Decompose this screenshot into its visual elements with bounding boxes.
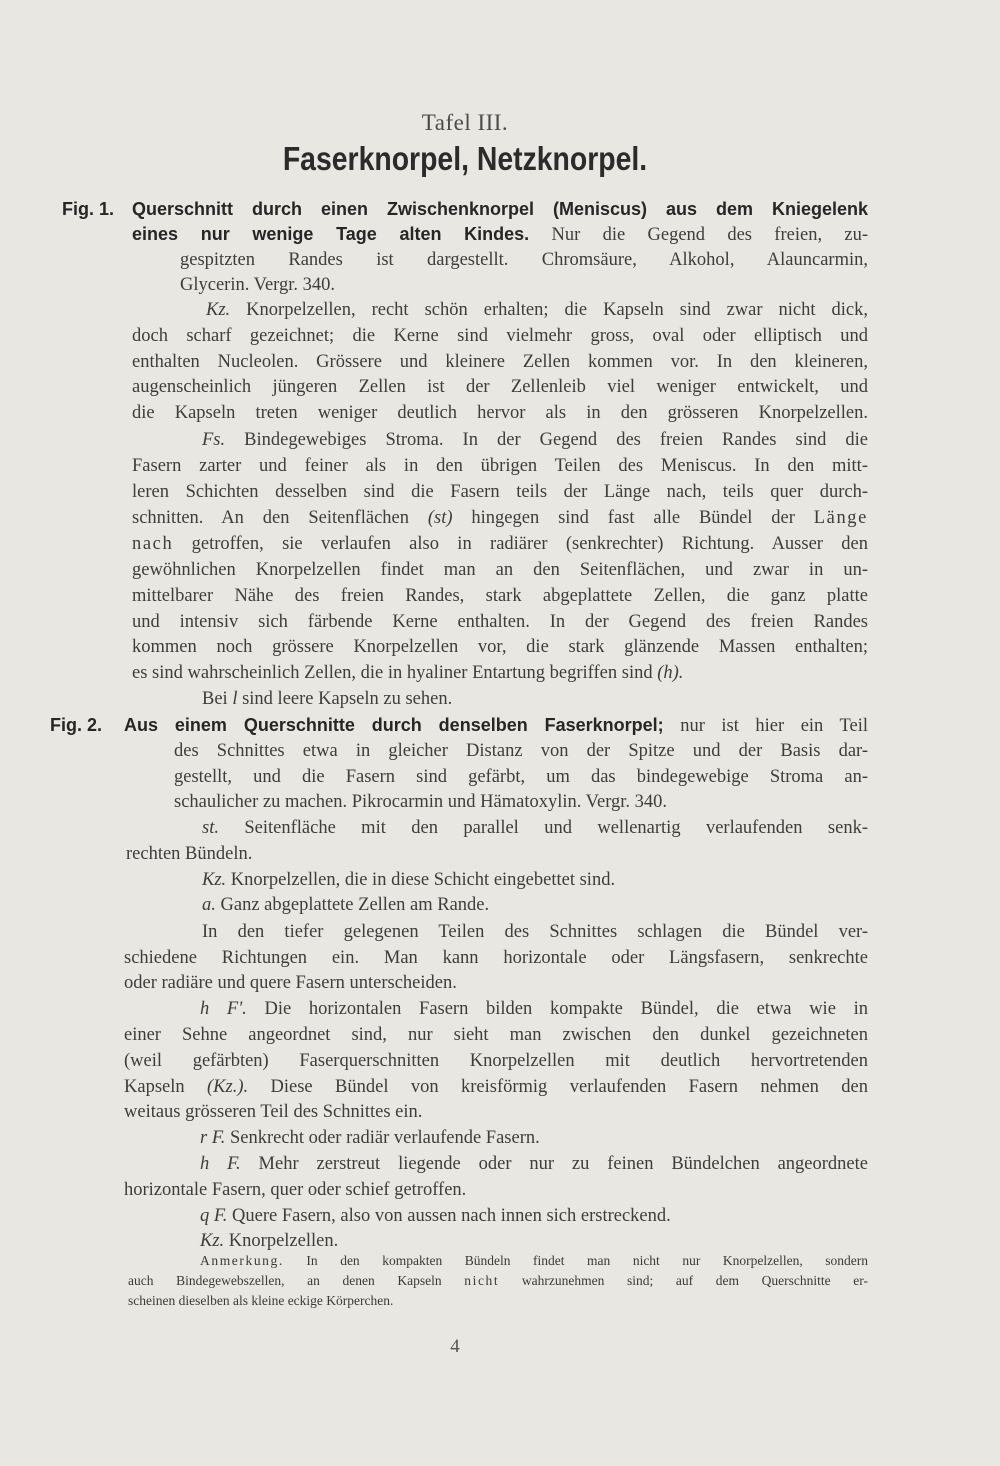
fig1-line7: enthalten Nucleolen. Grössere und kleinere Zellen kommen vor. In den kleineren, xyxy=(132,352,868,372)
fig1-line2 xyxy=(132,222,868,247)
fig2-hf-abbrev: h F'. xyxy=(200,999,247,1019)
fig2-hf2-paragraph xyxy=(200,1152,868,1176)
fig2-rf-abbrev: r F. xyxy=(200,1128,226,1148)
fig2-st-text: Seitenfläche mit den parallel und wellenartig verlaufenden senk- xyxy=(218,818,868,838)
fig1-line13-b: hingegen sind fast alle Bündel der xyxy=(452,508,814,528)
fig2-line13: einer Sehne angeordnet sind, nur sieht man zwischen den dunkel gezeichneten xyxy=(124,1025,868,1045)
footnote-line3: scheinen dieselben als kleine eckige Körperchen. xyxy=(128,1293,394,1308)
fig2-line3: gestellt, und die Fasern sind gefärbt, um das bindegewebige Stroma an- xyxy=(174,767,868,787)
footnote-label: Anmerkung. xyxy=(200,1253,284,1268)
fig1-line14 xyxy=(132,532,868,556)
fig2-line10: schiedene Richtungen ein. Man kann horizontale oder Längsfasern, senkrechte xyxy=(124,948,868,968)
fig1-line15: gewöhnlichen Knorpelzellen findet man an den Seitenflächen, und zwar in un- xyxy=(132,560,868,580)
fig2-kz-ref: (Kz.). xyxy=(207,1077,249,1097)
fig2-line16: weitaus grösseren Teil des Schnittes ein. xyxy=(124,1102,423,1122)
fig1-line20 xyxy=(202,687,452,711)
fig1-line20-b: sind leere Kapseln zu sehen. xyxy=(237,689,453,709)
fig2-qf-text: Quere Fasern, also von aussen nach innen sich erstreckend. xyxy=(227,1206,671,1226)
fig2-heading: Aus einem Querschnitte durch denselben Faserknorpel; xyxy=(124,715,664,735)
fig2-line15-a: Kapseln xyxy=(124,1077,208,1097)
fig2-a-text: Ganz abgeplattete Zellen am Rande. xyxy=(215,895,490,915)
fig2-line6: rechten Bündeln. xyxy=(126,844,253,864)
fig1-kz-abbrev: Kz. xyxy=(206,300,231,320)
fig2-line2: des Schnittes etwa in gleicher Distanz von der Spitze und der Basis dar- xyxy=(174,741,868,761)
fig2-a-paragraph xyxy=(202,893,489,917)
fig2-rf-text: Senkrecht oder radiär verlaufende Fasern. xyxy=(225,1128,540,1148)
fig1-heading-line1: Querschnitt durch einen Zwischenknorpel (Meniscus) aus dem Kniegelenk xyxy=(132,199,868,219)
fig2-line4: schaulicher zu machen. Pikrocarmin und Hämatoxylin. Vergr. 340. xyxy=(174,792,668,812)
fig1-line19-a: es sind wahrscheinlich Zellen, die in hyaliner Entartung begriffen sind xyxy=(132,663,658,683)
fig1-line3: gespitzten Randes ist dargestellt. Chromsäure, Alkohol, Alauncarmin, xyxy=(180,250,868,270)
page-title: Faserknorpel, Netzknorpel. xyxy=(282,140,648,177)
fig1-line2-rest: Nur die Gegend des freien, zu- xyxy=(529,225,868,245)
fig1-line9: die Kapseln treten weniger deutlich hervor als in den grösseren Knorpelzellen. xyxy=(132,403,868,423)
fig2-kz2-text: Knorpelzellen. xyxy=(224,1231,339,1251)
footnote-text1: In den kompakten Bündeln findet man nicht nur Knorpelzellen, sondern xyxy=(283,1253,868,1268)
footnote-text2c: wahrzunehmen sind; auf dem Querschnitte er- xyxy=(499,1273,868,1288)
fig2-line9: In den tiefer gelegenen Teilen des Schnittes schlagen die Bündel ver- xyxy=(202,922,868,942)
fig1-l-ref: l xyxy=(232,689,238,709)
fig2-line11: oder radiäre und quere Fasern unterscheiden. xyxy=(124,973,457,993)
fig2-hf-paragraph xyxy=(200,997,868,1021)
fig2-kz-text: Knorpelzellen, die in diese Schicht eingebettet sind. xyxy=(226,870,616,890)
fig1-line4: Glycerin. Vergr. 340. xyxy=(180,275,336,295)
fig1-line18: kommen noch grössere Knorpelzellen vor, die stark glänzende Massen enthalten; xyxy=(132,637,868,657)
footnote-line1 xyxy=(200,1252,868,1270)
fig1-heading-line2: eines nur wenige Tage alten Kindes. xyxy=(132,224,530,244)
fig2-line15-b: Diese Bündel von kreisförmig verlaufenden Fasern nehmen den xyxy=(248,1077,868,1097)
fig2-qf-paragraph xyxy=(200,1204,671,1228)
fig2-kz-paragraph xyxy=(202,868,615,892)
fig1-line19 xyxy=(132,661,683,685)
fig1-line8: augenscheinlich jüngeren Zellen ist der Zellenleib viel weniger entwickelt, und xyxy=(132,377,868,397)
fig1-line11: Fasern zarter und feiner als in den übrigen Teilen des Meniscus. In den mitt- xyxy=(132,456,868,476)
footnote-text2a: auch Bindegewebszellen, an denen Kapseln xyxy=(128,1273,465,1288)
fig2-label: Fig. 2. xyxy=(50,715,103,735)
footnote-spaced-nicht: nicht xyxy=(464,1273,500,1288)
fig2-hf-text: Die horizontalen Fasern bilden kompakte Bündel, die etwa wie in xyxy=(246,999,868,1019)
plate-label: Tafel III. xyxy=(421,110,509,135)
fig1-line13 xyxy=(132,506,868,530)
fig2-st-paragraph xyxy=(202,816,868,840)
fig1-line14-spaced: nach xyxy=(132,534,174,554)
fig2-st-abbrev: st. xyxy=(202,818,219,838)
fig1-kz-text: Knorpelzellen, recht schön erhalten; die Kapseln sind zwar nicht dick, xyxy=(230,300,868,320)
fig1-line12: leren Schichten desselben sind die Fasern teils der Länge nach, teils quer durch- xyxy=(132,482,868,502)
fig2-line15 xyxy=(124,1075,868,1099)
fig2-kz2-abbrev: Kz. xyxy=(200,1231,225,1251)
fig2-heading-rest: nur ist hier ein Teil xyxy=(663,716,869,736)
fig2-line14: (weil gefärbten) Faserquerschnitten Knorpelzellen mit deutlich hervortretenden xyxy=(124,1051,868,1071)
fig1-line16: mittelbarer Nähe des freien Randes, stark abgeplattete Zellen, die ganz platte xyxy=(132,586,868,606)
fig1-st-ref: (st) xyxy=(427,508,453,528)
fig1-line6: doch scharf gezeichnet; die Kerne sind vielmehr gross, oval oder elliptisch und xyxy=(132,326,868,346)
fig1-fs-abbrev: Fs. xyxy=(202,430,226,450)
fig1-kz-paragraph xyxy=(206,298,868,322)
fig2-kz2-paragraph xyxy=(200,1229,338,1253)
fig2-hf2-abbrev: h F. xyxy=(200,1154,241,1174)
fig2-line1 xyxy=(124,713,868,738)
fig1-label: Fig. 1. xyxy=(62,199,115,219)
page-number: 4 xyxy=(450,1336,460,1357)
fig1-line14-b: getroffen, sie verlaufen also in radiärer (senkrechter) Richtung. Ausser den xyxy=(173,534,868,554)
fig1-line17: und intensiv sich färbende Kerne enthalten. In der Gegend des freien Randes xyxy=(132,612,868,632)
fig2-line19: horizontale Fasern, quer oder schief getroffen. xyxy=(124,1180,467,1200)
fig2-hf2-text: Mehr zerstreut liegende oder nur zu feinen Bündelchen angeordnete xyxy=(240,1154,868,1174)
footnote-line2 xyxy=(128,1272,868,1290)
fig2-kz-abbrev: Kz. xyxy=(202,870,227,890)
fig1-line13-spaced: Länge xyxy=(813,508,868,528)
fig2-a-abbrev: a. xyxy=(202,895,216,915)
fig1-line20-a: Bei xyxy=(202,689,233,709)
fig2-rf-paragraph xyxy=(200,1126,540,1150)
fig1-fs-paragraph xyxy=(202,428,868,452)
fig2-qf-abbrev: q F. xyxy=(200,1206,228,1226)
fig1-fs-text: Bindegewebiges Stroma. In der Gegend des freien Randes sind die xyxy=(225,430,868,450)
fig1-h-ref: (h). xyxy=(657,663,684,683)
fig1-line13-a: schnitten. An den Seitenflächen xyxy=(132,508,428,528)
